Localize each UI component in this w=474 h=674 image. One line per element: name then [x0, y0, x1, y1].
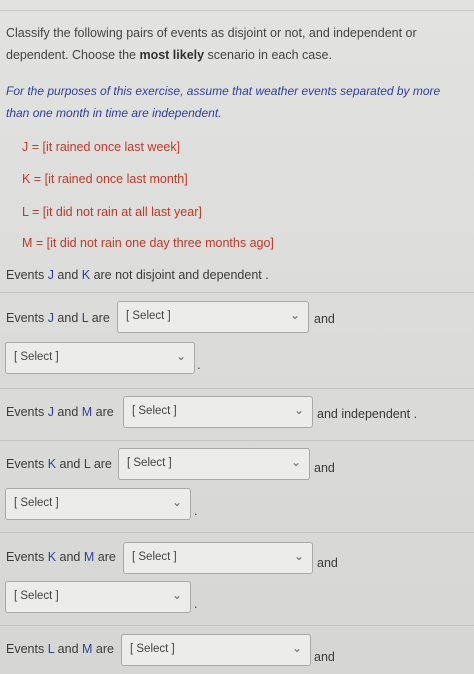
chevron-down-icon: ⌄ [290, 455, 301, 469]
select-jl-independence[interactable]: [ Select ] ⌄ [5, 342, 195, 374]
row-jl-label: Events J and L are [6, 311, 110, 325]
chevron-down-icon: ⌄ [171, 495, 182, 509]
row-km-label: Events K and M are [6, 550, 116, 564]
period: . [194, 596, 198, 611]
chevron-down-icon: ⌄ [291, 641, 302, 655]
given-statement: Events J and K are not disjoint and dependent . [6, 268, 269, 282]
divider [0, 292, 474, 293]
select-km-independence[interactable]: [ Select ] ⌄ [5, 581, 191, 613]
row-kl-label: Events K and L are [6, 457, 112, 471]
row-jm-after: and independent . [317, 407, 418, 421]
question-intro [6, 22, 474, 66]
row-jm-label: Events J and M are [6, 405, 114, 419]
intro-text: Classify the following pairs of events as disjoint or not, and independent or dependent. Choose the [6, 26, 417, 62]
divider [0, 625, 474, 626]
chevron-down-icon: ⌄ [293, 549, 304, 563]
select-lm-disjoint[interactable]: [ Select ] ⌄ [121, 634, 311, 666]
divider [0, 388, 474, 389]
intro-emphasis: most likely [139, 48, 205, 62]
select-kl-disjoint[interactable]: [ Select ] ⌄ [118, 448, 310, 480]
row-lm-label: Events L and M are [6, 642, 114, 656]
divider [0, 440, 474, 441]
definition-k: K = [it rained once last month] [22, 172, 188, 186]
intro-text-end: scenario in each case. [204, 48, 332, 62]
select-km-disjoint[interactable]: [ Select ] ⌄ [123, 542, 313, 574]
divider [0, 532, 474, 533]
divider [0, 10, 474, 11]
select-jl-disjoint[interactable]: [ Select ] ⌄ [117, 301, 309, 333]
definition-m: M = [it did not rain one day three months ago] [22, 236, 274, 250]
chevron-down-icon: ⌄ [293, 403, 304, 417]
definition-l: L = [it did not rain at all last year] [22, 205, 202, 219]
select-jm-disjoint[interactable]: [ Select ] ⌄ [123, 396, 313, 428]
select-kl-independence[interactable]: [ Select ] ⌄ [5, 488, 191, 520]
chevron-down-icon: ⌄ [175, 349, 186, 363]
definition-j: J = [it rained once last week] [22, 140, 181, 154]
period: . [194, 503, 198, 518]
assumption-note: For the purposes of this exercise, assume that weather events separated by more than one month in time are independent. [6, 84, 441, 120]
row-lm-after: and [314, 650, 335, 664]
period: . [197, 357, 201, 372]
chevron-down-icon: ⌄ [171, 588, 182, 602]
row-jl-after: and [314, 312, 335, 326]
chevron-down-icon: ⌄ [289, 308, 300, 322]
row-kl-after: and [314, 461, 335, 475]
row-km-after: and [317, 556, 338, 570]
